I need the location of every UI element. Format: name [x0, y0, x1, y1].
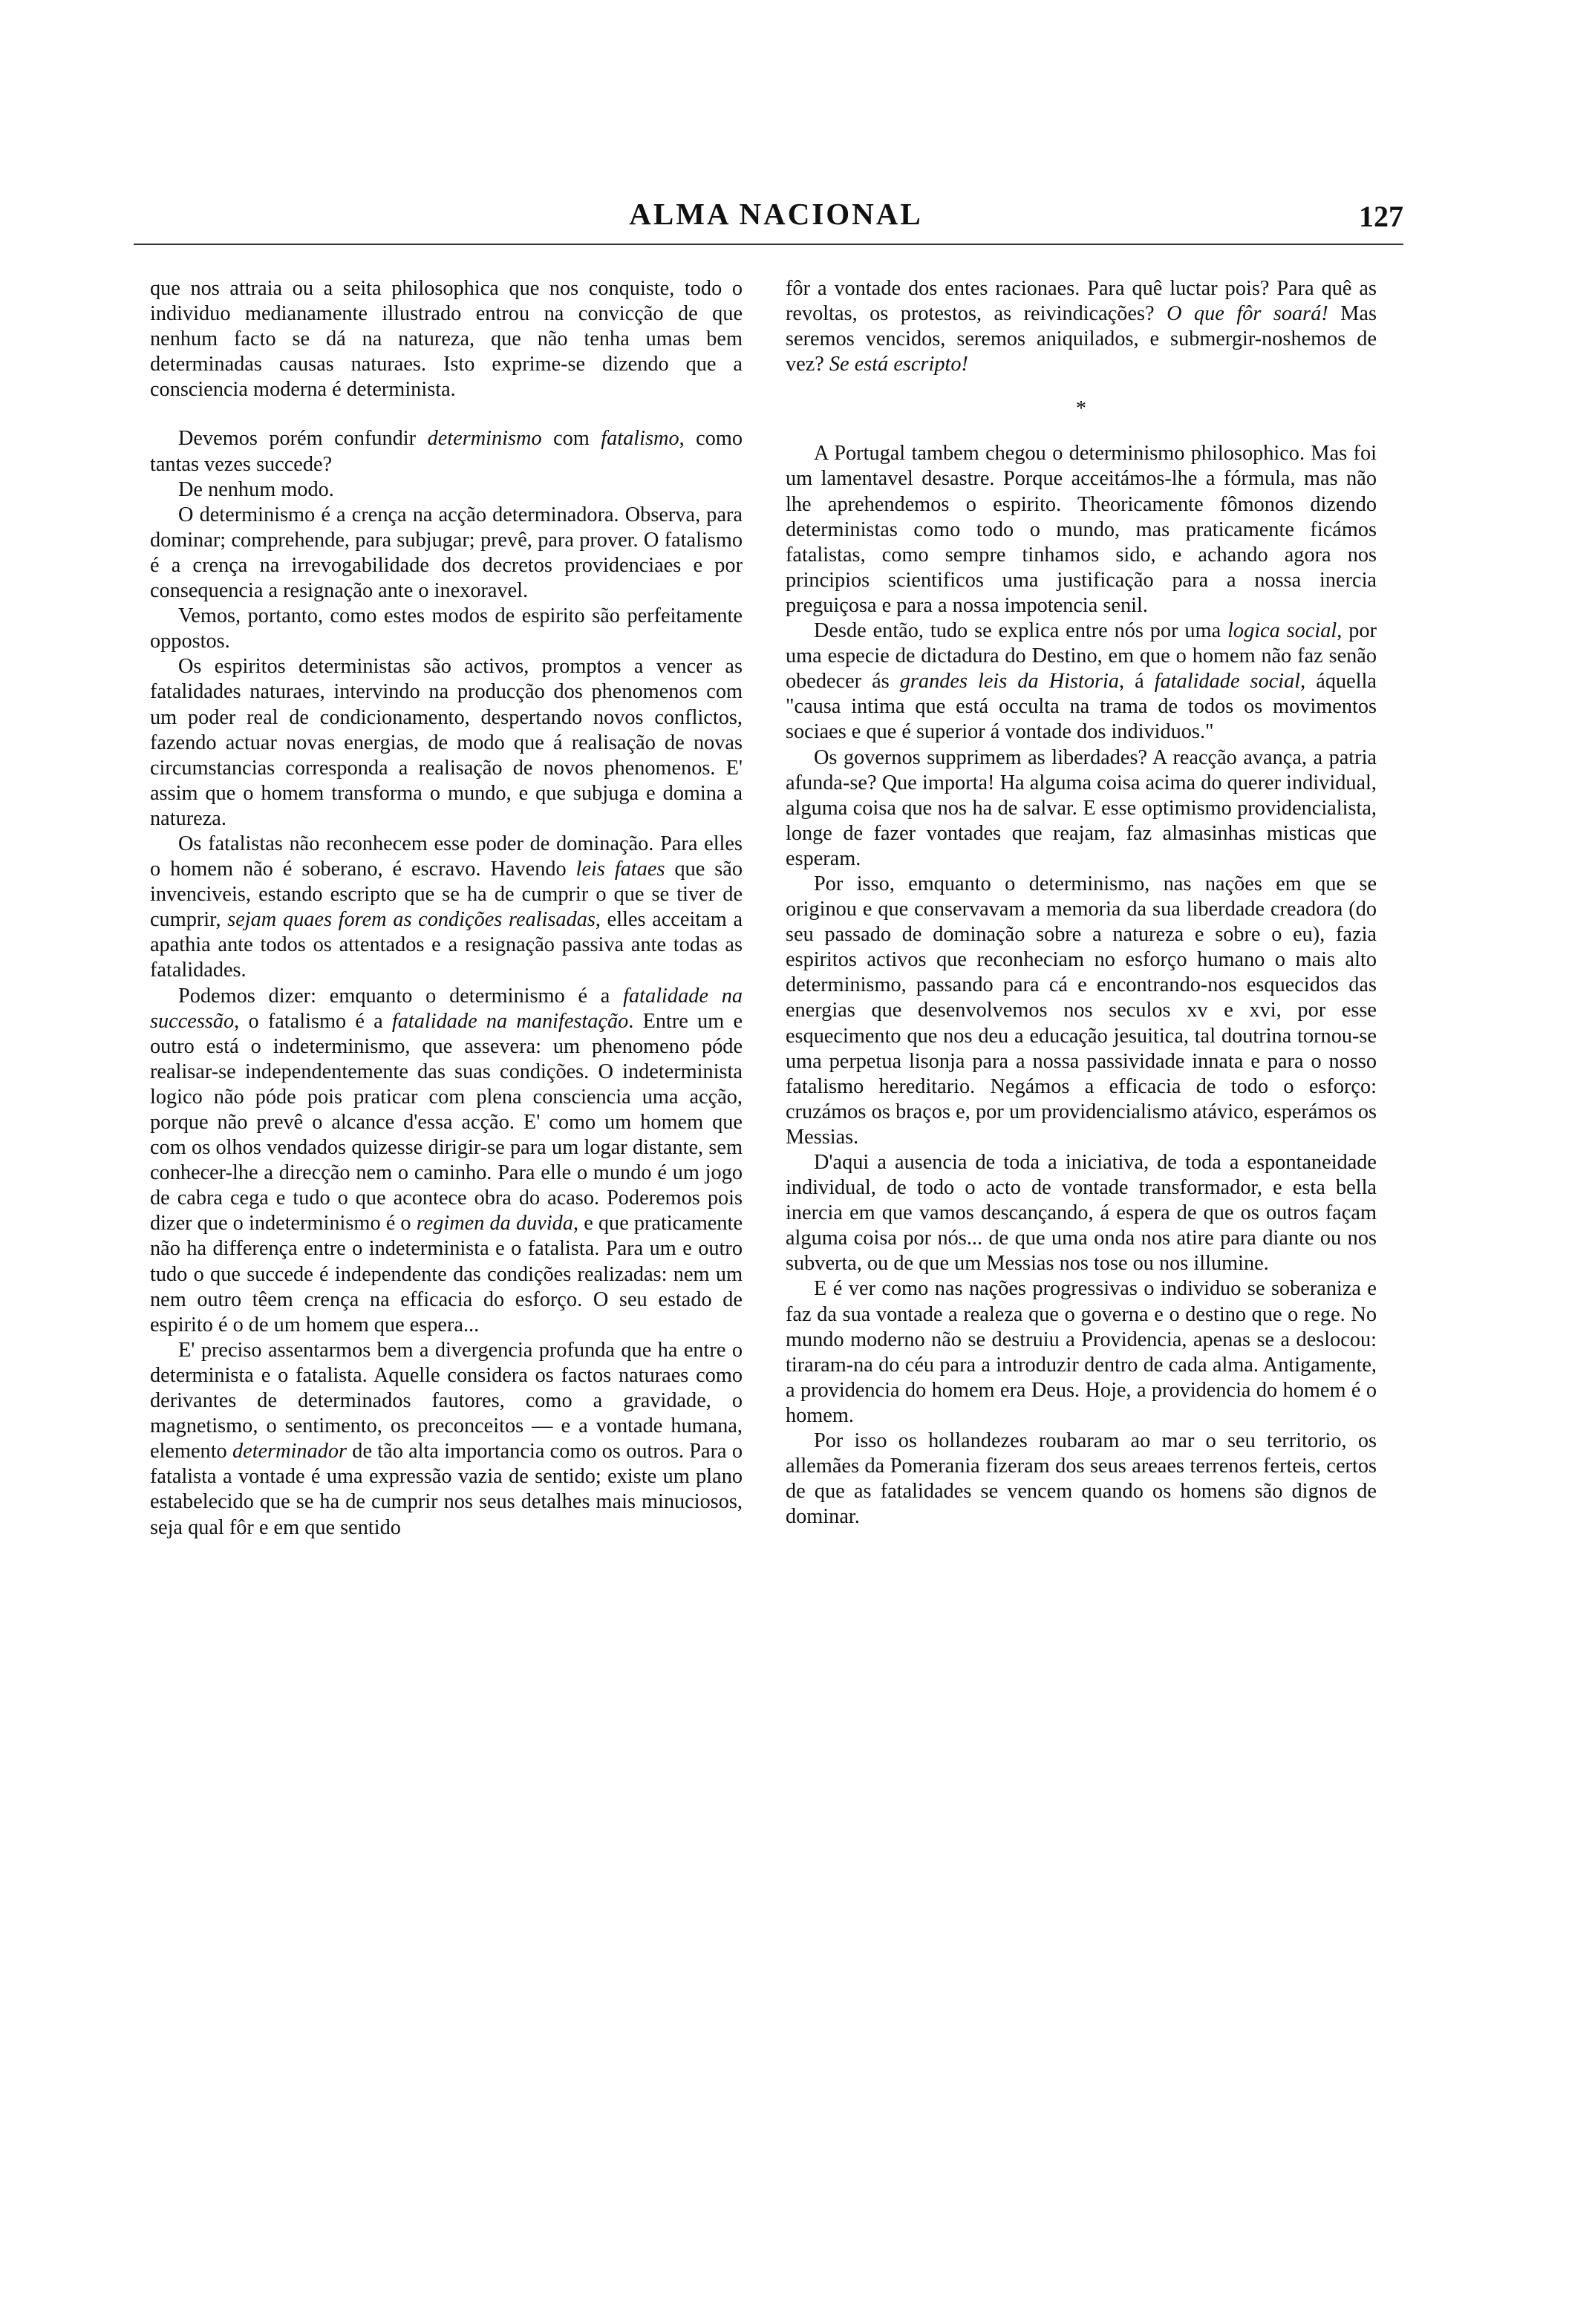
page-header	[149, 196, 1403, 238]
paragraph	[786, 618, 1377, 745]
text-run: com	[541, 427, 601, 451]
paragraph	[150, 477, 743, 503]
text-run: , e que praticamente não ha differença entre o indeterminista e o fatalista. Para um e outro tudo o que succede é independente das condições realizadas: nem um nem outro têem crença na efficacia do esforço. O seu estado de espirito é o de um homem que espera...	[150, 1212, 743, 1336]
italic-run: regimen da duvida	[416, 1212, 573, 1236]
paragraph-text: E é ver como nas nações progressivas o individuo se soberaniza e faz da sua vontade a realeza que o governa e o destino que o rege. No mundo moderno não se destruiu a Providencia, apenas se a deslocou: tiraram-na do céu para a introduzir dentro de cada alma. Antigamente, a providencia do homem era Deus. Hoje, a providencia do homem é o homem.	[786, 1277, 1377, 1427]
text-run: E' preciso assentarmos bem a divergencia profunda que ha entre o determinista e o fatalista. Aquelle considera os factos naturaes como derivantes de determinados fautores, como a gravidade, o magnetismo, o sentimento, os preconceitos — e a vontade humana, elemento	[150, 1338, 743, 1463]
italic-run: O que fôr soará!	[1167, 302, 1328, 326]
page-number: 127	[1359, 200, 1403, 233]
text-run: de tão alta importancia como os outros. Para o fatalista a vontade é uma expressão vazia de sentido; existe um plano estabelecido que se ha de cumprir nos seus detalhes mais minuciosos, seja qual fôr e em que sentido	[150, 1440, 743, 1539]
right-column	[786, 276, 1377, 1530]
italic-run: Se está escripto!	[829, 353, 968, 376]
text-run: Devemos porém confundir	[178, 427, 428, 451]
running-title: ALMA NACIONAL	[629, 197, 923, 231]
text-run: , por uma especie de dictadura do Destino, em que o homem não faz senão obedecer ás	[786, 619, 1377, 693]
italic-run: fatalidade na manifestação	[391, 1009, 629, 1033]
italic-run: logica social	[1227, 619, 1337, 643]
paragraph-text: O determinismo é a crença na acção determinadora. Observa, para dominar; comprehende, para subjugar; prevê, para prover. O fatalismo é a crença na irrevogabilidade dos decretos providenciaes e por consequencia a resignação ante o inexoravel.	[150, 503, 743, 603]
paragraph	[150, 654, 743, 832]
paragraph	[150, 503, 743, 604]
section-divider	[786, 396, 1377, 422]
paragraph	[786, 1150, 1377, 1276]
text-run: Podemos dizer: emquanto o determinismo é a	[178, 984, 624, 1008]
text-run: fôr a vontade dos entes racionaes. Para quê luctar pois? Para quê as revoltas, os protestos, as reivindicações?	[786, 277, 1377, 326]
paragraph-text: D'aqui a ausencia de toda a iniciativa, de toda a espontaneidade individual, de todo o acto de vontade transformador, e esta bella inercia em que vamos descançando, á espera de que os outros façam alguma coisa por nós... de que uma onda nos atire para diante ou nos subverta, ou de que um Messias nos tose ou nos illumine.	[786, 1151, 1377, 1276]
text-run: , áquella "causa intima que está occulta na trama de todos os movimentos sociaes e que é superior á vontade dos individuos."	[786, 670, 1377, 744]
text-run: , como tantas vezes succede?	[150, 427, 743, 476]
paragraph-text: Vemos, portanto, como estes modos de espirito são perfeitamente oppostos.	[150, 604, 743, 653]
text-run: Desde então, tudo se explica entre nós por uma	[814, 619, 1228, 643]
paragraph-text: Por isso os hollandezes roubaram ao mar o seu territorio, os allemães da Pomerania fizeram dos seus areaes terrenos ferteis, certos de que as fatalidades se vencem quando os homens são dignos de dominar.	[786, 1429, 1377, 1529]
text-run: . Entre um e outro está o indeterminismo, que assevera: um phenomeno póde realisar-se independentemente das suas condições. O indeterminista logico não póde pois praticar com plena consciencia uma acção, porque não prevê o alcance d'essa acção. E' como um homem que com os olhos vendados quizesse dirigir-se para um logar distante, sem conhecer-lhe a direcção nem o caminho. Para elle o mundo é um jogo de cabra cega e tudo o que acontece obra do acaso. Poderemos pois dizer que o indeterminismo é o	[150, 1009, 743, 1236]
italic-run: determinador	[232, 1440, 348, 1463]
italic-run: fatalidade na successão	[150, 984, 743, 1033]
italic-run: leis fataes	[575, 858, 665, 881]
italic-run: fatalidade social	[1154, 670, 1301, 693]
text-run: que são invenciveis, estando escripto que se ha de cumprir o que se tiver de cumprir,	[150, 858, 743, 932]
italic-run: determinismo	[427, 427, 542, 451]
text-run: , o fatalismo é a	[234, 1009, 392, 1033]
paragraph-text: que nos attraia ou a seita philosophica que nos conquiste, todo o individuo medianamente illustrado entrou na convicção de que nenhum facto se dá na natureza, que não tenha umas bem determinadas causas naturaes. Isto exprime-se dizendo que a consciencia moderna é determinista.	[150, 277, 743, 402]
paragraph-text: Os espiritos deterministas são activos, promptos a vencer as fatalidades naturaes, intervindo na producção dos phenomenos com um poder real de condicionamento, despertando novos conflictos, fazendo actuar novas energias, de modo que á realisação de novas circumstancias corresponda a realisação de novos phenomenos. E' assim que o homem transforma o mundo, e que subjuga e domina a natureza.	[150, 655, 743, 830]
italic-run: sejam quaes forem as condições realisadas	[227, 908, 596, 932]
paragraph	[150, 832, 743, 984]
paragraph	[786, 1276, 1377, 1429]
text-run: Os fatalistas não reconhecem esse poder de dominação. Para elles o homem não é soberano, é escravo. Havendo	[150, 832, 743, 881]
paragraph	[786, 872, 1377, 1150]
paragraph	[150, 1338, 743, 1541]
left-column	[150, 276, 743, 1541]
paragraph-text: A Portugal tambem chegou o determinismo philosophico. Mas foi um lamentavel desastre. Porque acceitámos-lhe a fórmula, mas não lhe aprehendemos o espirito. Theoricamente fômonos dizendo deterministas como todo o mundo, mas praticamente ficámos fatalistas, como sempre tinhamos sido, e achando agora nos principios scientificos uma justificação para a nossa inercia preguiçosa e para a nossa impotencia senil.	[786, 442, 1377, 617]
paragraph	[786, 276, 1377, 377]
paragraph-text: Os governos supprimem as liberdades? A reacção avança, a patria afunda-se? Que importa! Ha alguma coisa acima do querer individual, alguma coisa que nos ha de salvar. E esse optimismo providencialista, longe de fazer vontades que reajam, faz almasinhas misticas que esperam.	[786, 745, 1377, 870]
paragraph	[150, 276, 743, 402]
paragraph	[150, 984, 743, 1338]
paragraph	[786, 745, 1377, 872]
paragraph	[150, 426, 743, 477]
text-run: Mas seremos vencidos, seremos aniquilados, e submergir-noshemos de vez?	[786, 302, 1377, 376]
paragraph	[786, 1429, 1377, 1530]
header-rule	[134, 244, 1403, 245]
paragraph-text: Por isso, emquanto o determinismo, nas nações em que se originou e que conservavam a memoria da sua liberdade creadora (do seu passado de dominação sobre a natureza e sobre o eu), fazia espiritos activos que reconheciam no esforço humano o mais alto determinismo, passando para cá e encontrando-nos esquecidos das energias que desenvolvemos nos seculos xv e xvi, por esse esquecimento que nos deu a educação jesuitica, tal doutrina tornou-se uma perpetua lisonja para a nossa passividade innata e para o nosso fatalismo hereditario. Negámos a efficacia de todo o esforço: cruzámos os braços e, por um providencialismo atávico, esperámos os Messias.	[786, 872, 1377, 1149]
text-run: , á	[1119, 670, 1155, 693]
italic-run: fatalismo	[601, 427, 679, 451]
paragraph	[786, 441, 1377, 618]
asterism: *	[1076, 397, 1086, 421]
italic-run: grandes leis da Historia	[899, 670, 1120, 693]
text-run: , elles acceitam a apathia ante todos os attentados e a resignação passiva ante todas as fatalidades.	[150, 908, 743, 982]
paragraph-text: De nenhum modo.	[178, 477, 334, 501]
paragraph	[150, 604, 743, 654]
